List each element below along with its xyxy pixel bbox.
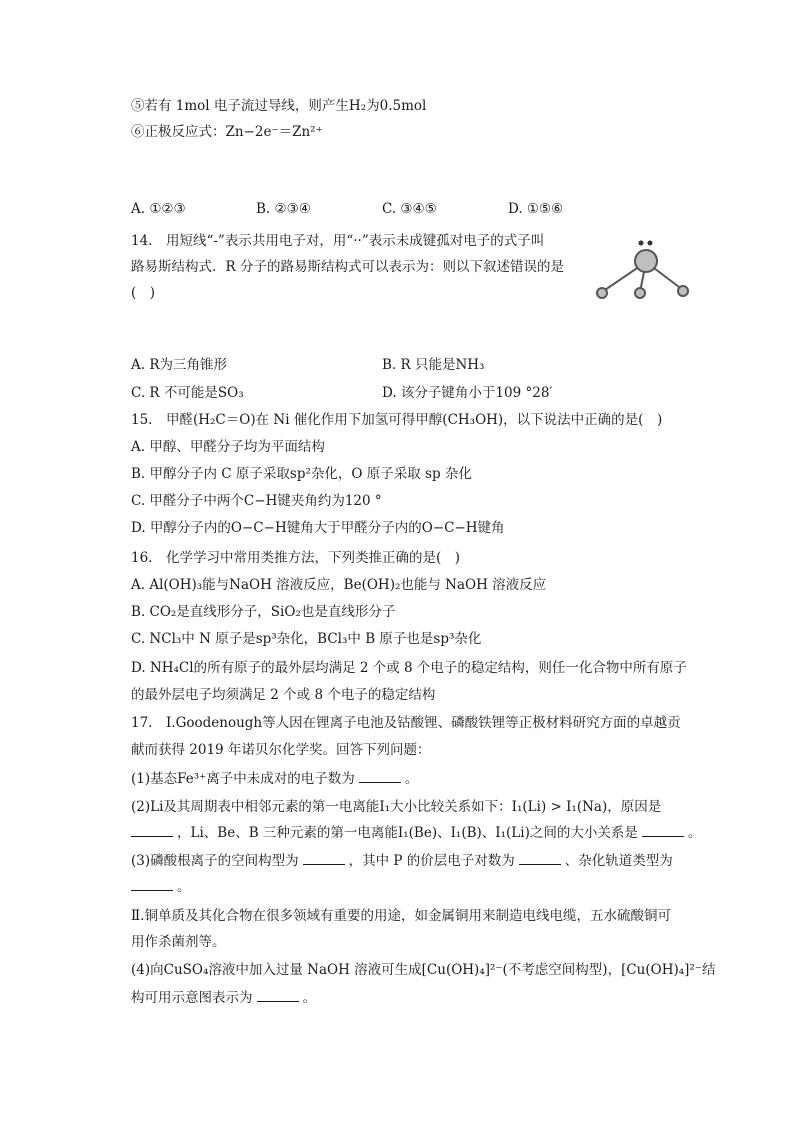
lewis-structure-diagram bbox=[590, 236, 692, 306]
outer-atom bbox=[597, 288, 607, 298]
lone-pair-electron bbox=[648, 241, 653, 246]
q17-part3-line1: (3)磷酸根离子的空间构型为 ，其中 P 的价层电子对数为 、杂化轨道类型为 bbox=[131, 853, 673, 869]
q14-option-a[interactable]: A. R为三角锥形 bbox=[131, 357, 227, 373]
q14-option-b[interactable]: B. R 只能是NH₃ bbox=[382, 357, 485, 373]
q15-option-d[interactable]: D. 甲醇分子内的O−C−H键角大于甲醛分子内的O−C−H键角 bbox=[131, 520, 505, 536]
q16-option-d-line1[interactable]: D. NH₄Cl的所有原子的最外层均满足 2 个或 8 个电子的稳定结构，则任一化合物中所有原子 bbox=[131, 660, 687, 676]
q16-option-c[interactable]: C. NCl₃中 N 原子是sp³杂化，BCl₃中 B 原子也是sp³杂化 bbox=[131, 631, 482, 647]
q13-option-a[interactable]: A. ①②③ bbox=[131, 201, 186, 217]
q13-option-c[interactable]: C. ③④⑤ bbox=[382, 201, 437, 217]
statement-5: ⑤若有 1mol 电子流过导线，则产生H₂为0.5mol bbox=[131, 98, 427, 114]
answer-blank[interactable] bbox=[131, 824, 173, 837]
q17-section2-line2: 用作杀菌剂等。 bbox=[131, 934, 226, 950]
q17-section2-line1: Ⅱ.铜单质及其化合物在很多领域有重要的用途，如金属铜用来制造电线电缆，五水硫酸铜可 bbox=[131, 908, 671, 924]
q17-part2-line2: ，Li、Be、B 三种元素的第一电离能I₁(Be)、I₁(B)、I₁(Li)之间的大小关系是 。 bbox=[131, 823, 701, 843]
q15-option-b[interactable]: B. 甲醇分子内 C 原子采取sp²杂化，O 原子采取 sp 杂化 bbox=[131, 466, 472, 482]
q16-stem: 16. 化学学习中常用类推方法，下列类推正确的是( ) bbox=[131, 550, 461, 566]
answer-blank[interactable] bbox=[642, 824, 684, 837]
q14-stem-line2: 路易斯结构式．R 分子的路易斯结构式可以表示为：则以下叙述错误的是 bbox=[131, 259, 564, 275]
statement-6: ⑥正极反应式：Zn−2e⁻＝Zn²⁺ bbox=[131, 124, 323, 140]
q17-part3-line2: 。 bbox=[131, 877, 191, 897]
answer-blank[interactable] bbox=[359, 770, 401, 783]
answer-blank[interactable] bbox=[131, 878, 173, 891]
q17-part1-text: (1)基态Fe³⁺离子中未成对的电子数为 bbox=[131, 771, 355, 787]
q15-option-a[interactable]: A. 甲醇、甲醛分子均为平面结构 bbox=[131, 439, 325, 455]
q15-stem: 15. 甲醛(H₂C＝O)在 Ni 催化作用下加氢可得甲醇(CH₃OH)，以下说法中正确的是( ) bbox=[131, 412, 663, 428]
q16-option-b[interactable]: B. CO₂是直线形分子，SiO₂也是直线形分子 bbox=[131, 604, 396, 620]
q17-part2-line1: (2)Li及其周期表中相邻元素的第一电离能I₁大小比较关系如下：I₁(Li) > I₁(Na)，原因是 bbox=[131, 799, 662, 815]
q17-part1: (1)基态Fe³⁺离子中未成对的电子数为 。 bbox=[131, 771, 419, 787]
answer-blank[interactable] bbox=[519, 852, 561, 865]
q17-part2-text: ，Li、Be、B 三种元素的第一电离能I₁(Be)、I₁(B)、I₁(Li)之间的大小关系是 bbox=[177, 825, 638, 841]
q16-option-d-line2: 的最外层电子均须满足 2 个或 8 个电子的稳定结构 bbox=[131, 687, 436, 703]
q17-intro-line2: 献而获得 2019 年诺贝尔化学奖。回答下列问题： bbox=[131, 742, 431, 758]
answer-blank[interactable] bbox=[257, 989, 299, 1002]
outer-atom bbox=[635, 288, 645, 298]
q17-part4-line2: 构可用示意图表示为 。 bbox=[131, 990, 316, 1006]
q14-stem-line1: 14. 用短线“-”表示共用电子对，用“··”表示未成键孤对电子的式子叫 bbox=[131, 233, 545, 249]
q16-option-a[interactable]: A. Al(OH)₃能与NaOH 溶液反应，Be(OH)₂也能与 NaOH 溶液反应 bbox=[131, 577, 547, 593]
q17-intro-line1: 17. Ⅰ.Goodenough等人因在锂离子电池及钴酸锂、磷酸铁锂等正极材料研究方面的卓越贡 bbox=[131, 715, 681, 731]
q17-part4-line1: (4)向CuSO₄溶液中加入过量 NaOH 溶液可生成[Cu(OH)₄]²⁻(不考虑空间构型)，[Cu(OH)₄]²⁻结 bbox=[131, 962, 716, 978]
central-atom bbox=[635, 250, 657, 272]
q14-stem-line3: ( ) bbox=[131, 285, 156, 301]
lone-pair-electron bbox=[639, 241, 644, 246]
outer-atom bbox=[678, 286, 688, 296]
answer-blank[interactable] bbox=[303, 852, 345, 865]
q13-option-d[interactable]: D. ①⑤⑥ bbox=[508, 201, 564, 217]
q13-option-b[interactable]: B. ②③④ bbox=[256, 201, 311, 217]
q15-option-c[interactable]: C. 甲醛分子中两个C−H键夹角约为120 ° bbox=[131, 493, 382, 509]
q14-option-c[interactable]: C. R 不可能是SO₃ bbox=[131, 385, 244, 401]
q14-option-d[interactable]: D. 该分子键角小于109 °28′ bbox=[382, 385, 553, 401]
